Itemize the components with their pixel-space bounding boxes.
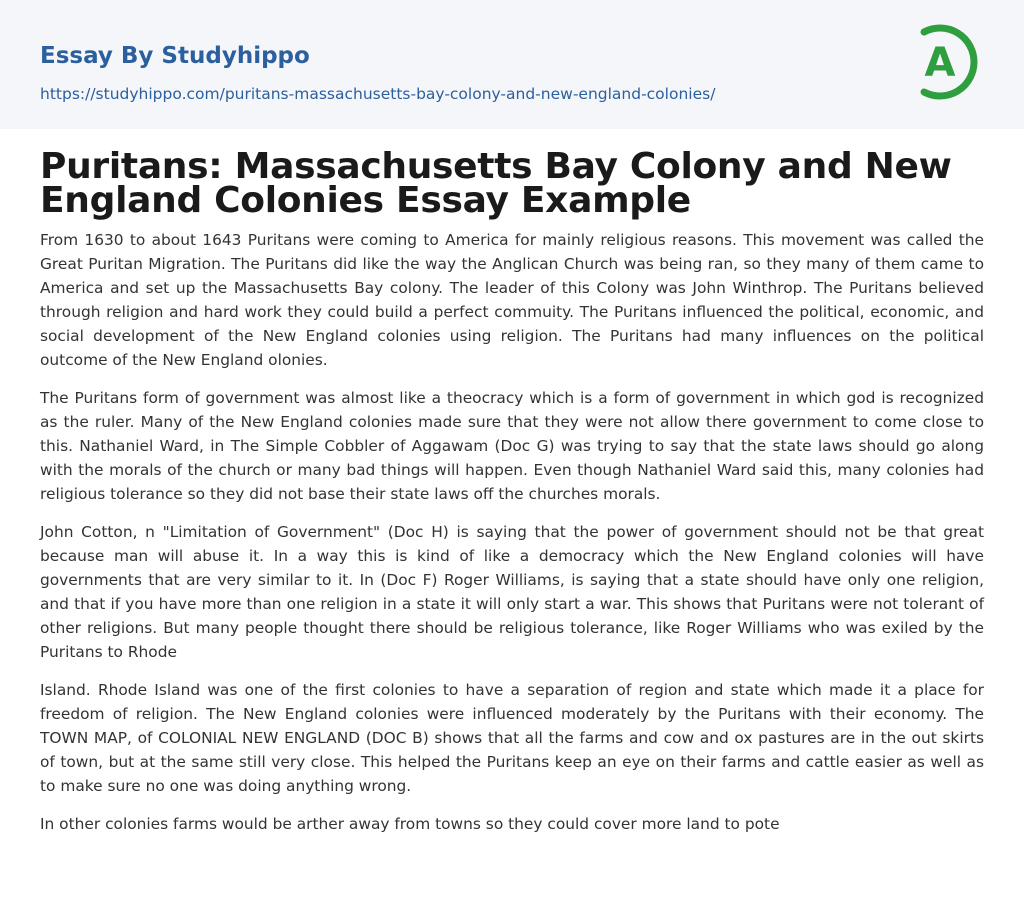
source-url-link[interactable]: https://studyhippo.com/puritans-massachusetts-bay-colony-and-new-england-colonies/ xyxy=(40,85,716,103)
studyhippo-logo-icon[interactable] xyxy=(912,18,988,106)
site-brand[interactable]: Essay By Studyhippo xyxy=(40,43,310,69)
article-paragraph: In other colonies farms would be arther away from towns so they could cover more land to pote xyxy=(40,815,780,833)
article-paragraph: From 1630 to about 1643 Puritans were coming to America for mainly religious reasons. This movement was called the Great Puritan Migration. The Puritans did like the way the Anglican Church was being ran, so they many of them came to America and set up the Massachusetts Bay colony. The leader of this Colony was John Winthrop. The Puritans believed through religion and hard work they could build a perfect commuity. The Puritans influenced the political, economic, and social development of the New England colonies using religion. The Puritans had many influences on the political outcome of the New England olonies. xyxy=(40,231,984,369)
article xyxy=(40,146,984,836)
article-paragraph: John Cotton, n "Limitation of Government" (Doc H) is saying that the power of government should not be that great because man will abuse it. In a way this is kind of like a democracy which the New England colonies will have governments that are very similar to it. In (Doc F) Roger Williams, is saying that a state should have only one religion, and that if you have more than one religion in a state it will only start a war. This shows that Puritans were not tolerant of other religions. But many people thought there should be religious tolerance, like Roger Williams who was exiled by the Puritans to Rhode xyxy=(40,523,984,661)
article-paragraph: Island. Rhode Island was one of the first colonies to have a separation of region and state which made it a place for freedom of religion. The New England colonies were influenced moderately by the Puritans with their economy. The TOWN MAP, of COLONIAL NEW ENGLAND (DOC B) shows that all the farms and cow and ox pastures are in the out skirts of town, but at the same still very close. This helped the Puritans keep an eye on their farms and cattle easier as well as to make sure no one was doing anything wrong. xyxy=(40,681,984,795)
site-header xyxy=(0,0,1024,129)
article-paragraph: The Puritans form of government was almost like a theocracy which is a form of government in which god is recognized as the ruler. Many of the New England colonies made sure that they were not allow there government to come close to this. Nathaniel Ward, in The Simple Cobbler of Aggawam (Doc G) was trying to say that the state laws should go along with the morals of the church or many bad things will happen. Even though Nathaniel Ward said this, many colonies had religious tolerance so they did not base their state laws off the churches morals. xyxy=(40,389,984,503)
logo-letter: A xyxy=(924,40,956,86)
article-title: Puritans: Massachusetts Bay Colony and New England Colonies Essay Example xyxy=(40,146,952,221)
